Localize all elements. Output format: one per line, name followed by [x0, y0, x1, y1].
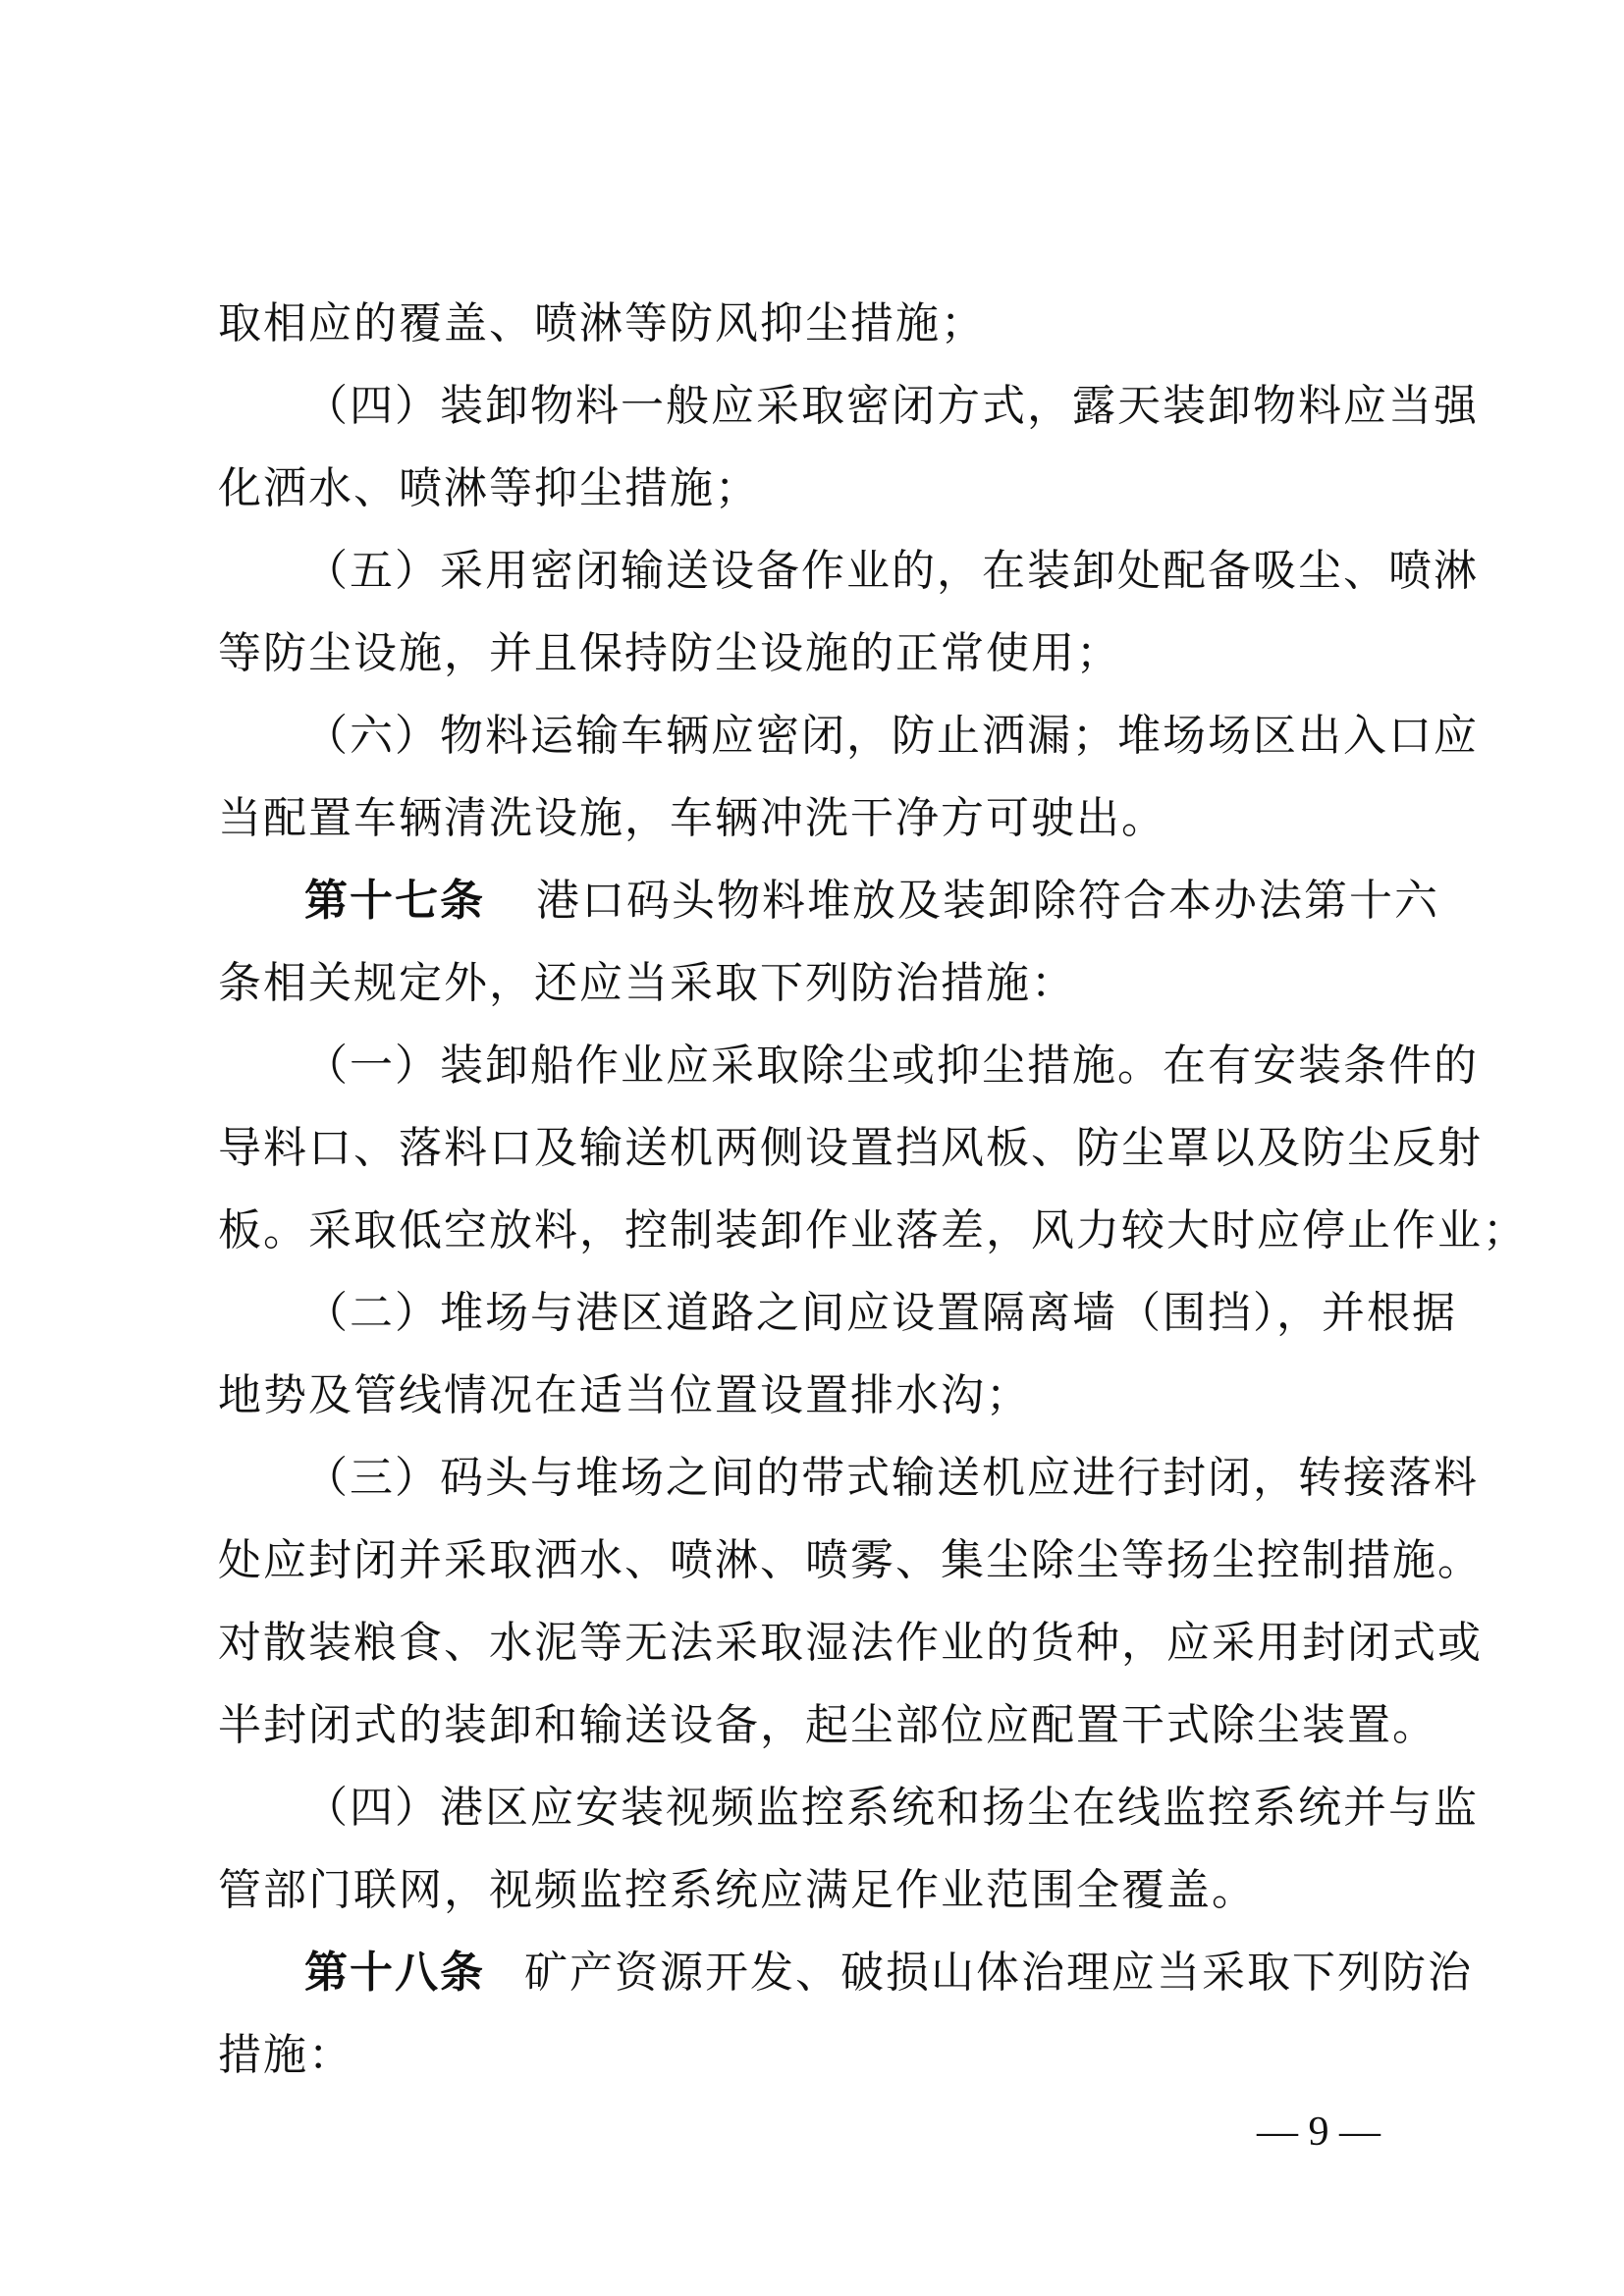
text-line: 管部门联网，视频监控系统应满足作业范围全覆盖。	[218, 1865, 1257, 1915]
text-line: （六）物料运输车辆应密闭，防止洒漏；堆场场区出入口应	[304, 711, 1479, 761]
text-line: （五）采用密闭输送设备作业的，在装卸处配备吸尘、喷淋	[304, 546, 1479, 596]
article-17-line	[304, 872, 1439, 931]
text-line: 板。采取低空放料，控制装卸作业落差，风力较大时应停止作业；	[218, 1205, 1528, 1255]
text-line: 当配置车辆清洗设施，车辆冲洗干净方可驶出。	[218, 793, 1166, 843]
article-text: 港口码头物料堆放及装卸除符合本办法第十六	[536, 876, 1439, 926]
article-18-line	[304, 1944, 1473, 2002]
text-line: 化洒水、喷淋等抑尘措施；	[218, 463, 760, 513]
text-line: 半封闭式的装卸和输送设备，起尘部位应配置干式除尘装置。	[218, 1700, 1437, 1750]
text-line: （四）港区应安装视频监控系统和扬尘在线监控系统并与监	[304, 1783, 1479, 1833]
page-number: — 9 —	[1257, 2109, 1380, 2155]
article-heading: 第十七条	[304, 876, 485, 926]
text-line: 地势及管线情况在适当位置设置排水沟；	[218, 1370, 1031, 1420]
article-heading: 第十八条	[304, 1948, 485, 1998]
text-line: （三）码头与堆场之间的带式输送机应进行封闭，转接落料	[304, 1453, 1479, 1503]
text-line: 措施：	[218, 2030, 353, 2080]
text-line: （一）装卸船作业应采取除尘或抑尘措施。在有安装条件的	[304, 1041, 1479, 1091]
text-line: 导料口、落料口及输送机两侧设置挡风板、防尘罩以及防尘反射	[218, 1123, 1483, 1173]
text-line: 对散装粮食、水泥等无法采取湿法作业的货种，应采用封闭式或	[218, 1618, 1483, 1668]
text-line: 条相关规定外，还应当采取下列防治措施：	[218, 958, 1076, 1008]
text-line: （二）堆场与港区道路之间应设置隔离墙（围挡），并根据	[304, 1288, 1457, 1338]
text-line: 处应封闭并采取洒水、喷淋、喷雾、集尘除尘等扬尘控制措施。	[218, 1535, 1483, 1585]
article-text: 矿产资源开发、破损山体治理应当采取下列防治	[524, 1948, 1473, 1998]
text-line: 取相应的覆盖、喷淋等防风抑尘措施；	[218, 298, 986, 348]
text-line: 等防尘设施，并且保持防尘设施的正常使用；	[218, 628, 1121, 678]
text-line: （四）装卸物料一般应采取密闭方式，露天装卸物料应当强	[304, 381, 1479, 431]
